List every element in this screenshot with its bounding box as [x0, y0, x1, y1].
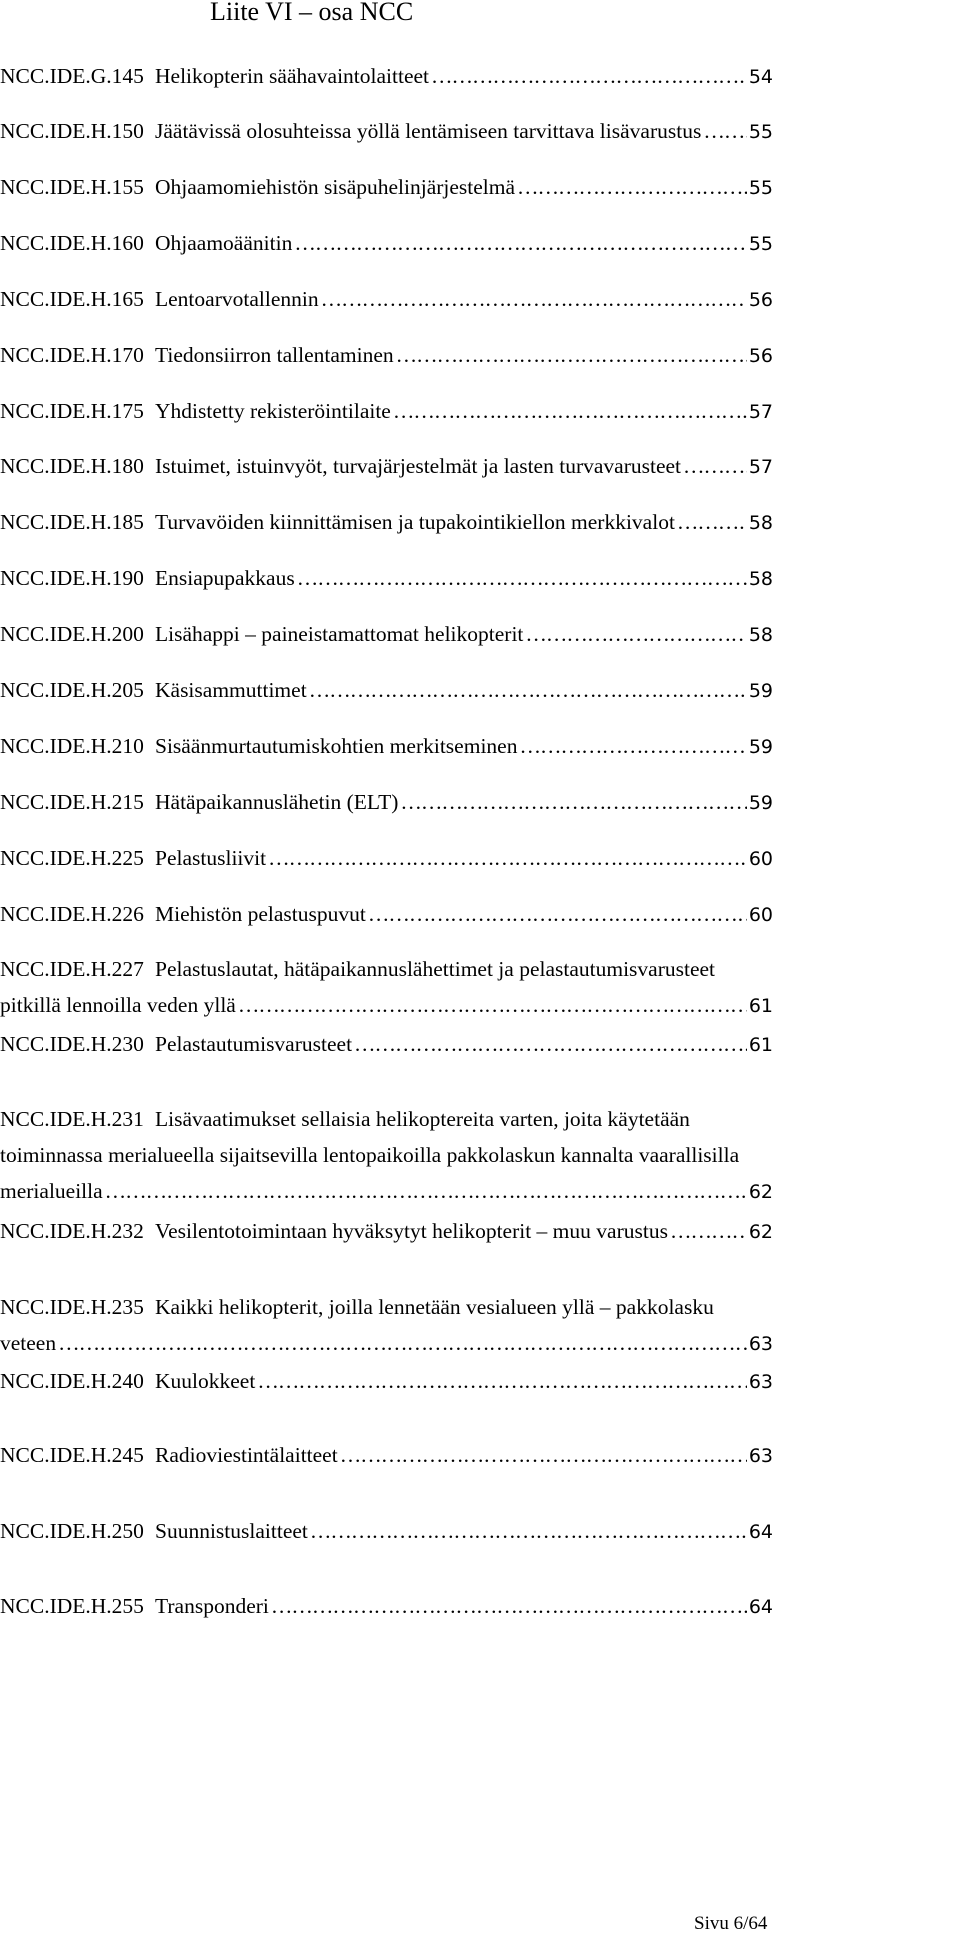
- toc-entry-title: Yhdistetty rekisteröintilaite: [155, 399, 391, 423]
- toc-entry-code: NCC.IDE.H.227: [0, 957, 144, 981]
- toc-entry-code: NCC.IDE.H.210: [0, 734, 144, 758]
- toc-entry-page: 60: [748, 848, 773, 870]
- toc-entry[interactable]: [0, 448, 773, 485]
- toc-entry-title: Käsisammuttimet: [155, 678, 307, 702]
- toc-entry-title: Tiedonsiirron tallentaminen: [155, 343, 394, 367]
- dot-leader: [683, 448, 747, 484]
- toc-entry-page: 62: [748, 1221, 773, 1243]
- toc-entry[interactable]: [0, 672, 773, 709]
- toc-entry-code: NCC.IDE.H.230: [0, 1032, 144, 1056]
- page-footer: Sivu 6/64: [694, 1913, 768, 1934]
- toc-entry-page: 64: [748, 1521, 773, 1543]
- toc-entry-code: NCC.IDE.H.175: [0, 399, 144, 423]
- dot-leader: [431, 58, 747, 94]
- dot-leader: [321, 281, 747, 317]
- toc-entry-page: 58: [748, 512, 773, 534]
- toc-entry-title: Ohjaamoäänitin: [155, 231, 293, 255]
- toc-entry-page: 55: [748, 177, 773, 199]
- toc-entry-page: 63: [748, 1333, 773, 1355]
- toc-entry-title: Istuimet, istuinvyöt, turvajärjestelmät ja lasten turvavarusteet: [155, 454, 682, 478]
- toc-entry-page: 57: [748, 456, 773, 478]
- toc-entry-page: 54: [748, 66, 773, 88]
- dot-leader: [105, 1173, 747, 1209]
- page-header: Liite VI – osa NCC: [210, 0, 414, 26]
- dot-leader: [519, 728, 746, 764]
- dot-leader: [271, 1588, 747, 1624]
- toc-entry-code: NCC.IDE.H.245: [0, 1443, 144, 1467]
- toc-entry-title: Lisävaatimukset sellaisia helikoptereita varten, joita käytetään: [155, 1107, 690, 1131]
- toc-entry-page: 63: [748, 1445, 773, 1467]
- dot-leader: [396, 337, 747, 373]
- toc-entry-page: 58: [748, 624, 773, 646]
- toc-entry-code: NCC.IDE.H.235: [0, 1295, 144, 1319]
- toc-entry-title: Turvavöiden kiinnittämisen ja tupakointikiellon merkkivalot: [155, 510, 675, 534]
- toc-entry-page: 64: [748, 1596, 773, 1618]
- toc-entry-title: Hätäpaikannuslähetin (ELT): [155, 790, 399, 814]
- dot-leader: [257, 1363, 747, 1399]
- toc-entry-title: Pelastusliivit: [155, 846, 267, 870]
- toc-entry-title: Miehistön pelastuspuvut: [155, 902, 366, 926]
- toc-entry-title: Vesilentotoimintaan hyväksytyt helikopterit – muu varustus: [155, 1219, 668, 1243]
- dot-leader: [309, 672, 747, 708]
- toc-entry-page: 61: [748, 995, 773, 1017]
- toc-entry[interactable]: [0, 560, 773, 597]
- toc-entry-title: Kaikki helikopterit, joilla lennetään vesialueen yllä – pakkolasku: [155, 1295, 714, 1319]
- toc-entry-title: Radioviestintälaitteet: [155, 1443, 338, 1467]
- toc-entry[interactable]: [0, 1101, 773, 1210]
- toc-entry[interactable]: [0, 784, 773, 821]
- toc-entry-title: Ohjaamomiehistön sisäpuhelinjärjestelmä: [155, 175, 516, 199]
- dot-leader: [393, 393, 747, 429]
- toc-entry[interactable]: [0, 1289, 773, 1362]
- dot-leader: [670, 1213, 747, 1249]
- toc-entry-code: NCC.IDE.H.215: [0, 790, 144, 814]
- toc-entry-title: Kuulokkeet: [155, 1369, 256, 1393]
- toc-entry-code: NCC.IDE.H.165: [0, 287, 144, 311]
- toc-entry-code: NCC.IDE.H.231: [0, 1107, 144, 1131]
- toc-entry-code: NCC.IDE.H.250: [0, 1519, 144, 1543]
- toc-entry-page: 58: [748, 568, 773, 590]
- toc-entry-code: NCC.IDE.H.240: [0, 1369, 144, 1393]
- toc-entry-page: 55: [748, 121, 773, 143]
- toc-entry-page: 59: [748, 680, 773, 702]
- toc-entry[interactable]: [0, 58, 773, 95]
- dot-leader: [354, 1026, 747, 1062]
- toc-entry-title-continuation: pitkillä lennoilla veden yllä: [0, 993, 236, 1017]
- toc-entry[interactable]: [0, 337, 773, 374]
- toc-entry-title-continuation: veteen: [0, 1331, 57, 1355]
- toc-entry-code: NCC.IDE.H.190: [0, 566, 144, 590]
- toc-entry[interactable]: [0, 504, 773, 541]
- toc-entry-title: Helikopterin säähavaintolaitteet: [155, 64, 430, 88]
- toc-entry-page: 62: [748, 1181, 773, 1203]
- toc-entry-page: 59: [748, 792, 773, 814]
- toc-entry-page: 63: [748, 1371, 773, 1393]
- toc-entry-code: NCC.IDE.H.180: [0, 454, 144, 478]
- toc-entry-code: NCC.IDE.G.145: [0, 64, 144, 88]
- dot-leader: [703, 113, 746, 149]
- toc-entry-title: Suunnistuslaitteet: [155, 1519, 308, 1543]
- toc-entry[interactable]: [0, 728, 773, 765]
- dot-leader: [368, 896, 747, 932]
- toc-entry[interactable]: [0, 1513, 773, 1550]
- dot-leader: [517, 169, 747, 205]
- toc-entry[interactable]: [0, 281, 773, 318]
- toc-entry-code: NCC.IDE.H.205: [0, 678, 144, 702]
- dot-leader: [677, 504, 747, 540]
- toc-entry[interactable]: [0, 1026, 773, 1063]
- dot-leader: [58, 1325, 747, 1361]
- toc-entry-title: Lisähappi – paineistamattomat helikopterit: [155, 622, 524, 646]
- dot-leader: [310, 1513, 747, 1549]
- toc-entry-code: NCC.IDE.H.160: [0, 231, 144, 255]
- dot-leader: [340, 1437, 747, 1473]
- toc-entry-page: 59: [748, 736, 773, 758]
- toc-entry[interactable]: [0, 616, 773, 653]
- toc-entry-code: NCC.IDE.H.225: [0, 846, 144, 870]
- toc-entry-title: Pelastuslautat, hätäpaikannuslähettimet ja pelastautumisvarusteet: [155, 957, 716, 981]
- toc-entry-code: NCC.IDE.H.226: [0, 902, 144, 926]
- toc-entry-code: NCC.IDE.H.232: [0, 1219, 144, 1243]
- toc-entry-title: Pelastautumisvarusteet: [155, 1032, 353, 1056]
- dot-leader: [297, 560, 747, 596]
- toc-entry[interactable]: [0, 1363, 773, 1400]
- toc-entry-page: 56: [748, 289, 773, 311]
- toc-entry[interactable]: [0, 1437, 773, 1474]
- toc-entry[interactable]: [0, 1213, 773, 1250]
- toc-entry-title: Ensiapupakkaus: [155, 566, 295, 590]
- toc-entry-title: Sisäänmurtautumiskohtien merkitseminen: [155, 734, 518, 758]
- toc-entry-title: Jäätävissä olosuhteissa yöllä lentämiseen tarvittava lisävarustus: [155, 119, 702, 143]
- toc-entry[interactable]: [0, 393, 773, 430]
- toc-entry-title-continuation: merialueilla: [0, 1179, 103, 1203]
- toc-entry-code: NCC.IDE.H.185: [0, 510, 144, 534]
- toc-entry-title: Lentoarvotallennin: [155, 287, 319, 311]
- dot-leader: [400, 784, 746, 820]
- toc-entry-page: 55: [748, 233, 773, 255]
- dot-leader: [238, 987, 747, 1023]
- toc-entry-code: NCC.IDE.H.155: [0, 175, 144, 199]
- toc-entry-code: NCC.IDE.H.150: [0, 119, 144, 143]
- toc-entry[interactable]: [0, 896, 773, 933]
- toc-entry[interactable]: [0, 169, 773, 206]
- toc-entry-code: NCC.IDE.H.170: [0, 343, 144, 367]
- toc-entry-page: 61: [748, 1034, 773, 1056]
- toc-entry[interactable]: [0, 225, 773, 262]
- dot-leader: [294, 225, 746, 261]
- toc-entry-title: Transponderi: [155, 1594, 269, 1618]
- toc-entry-page: 56: [748, 345, 773, 367]
- toc-entry-code: NCC.IDE.H.255: [0, 1594, 144, 1618]
- toc-entry-page: 57: [748, 401, 773, 423]
- dot-leader: [525, 616, 746, 652]
- toc-entry-code: NCC.IDE.H.200: [0, 622, 144, 646]
- toc-entry[interactable]: [0, 840, 773, 877]
- toc-entry[interactable]: [0, 951, 773, 1024]
- dot-leader: [268, 840, 747, 876]
- toc-entry[interactable]: [0, 1588, 773, 1625]
- toc-entry-page: 60: [748, 904, 773, 926]
- toc-entry-title-continuation: toiminnassa merialueella sijaitsevilla lentopaikoilla pakkolaskun kannalta vaarallisilla: [0, 1143, 740, 1167]
- toc-entry[interactable]: [0, 113, 773, 150]
